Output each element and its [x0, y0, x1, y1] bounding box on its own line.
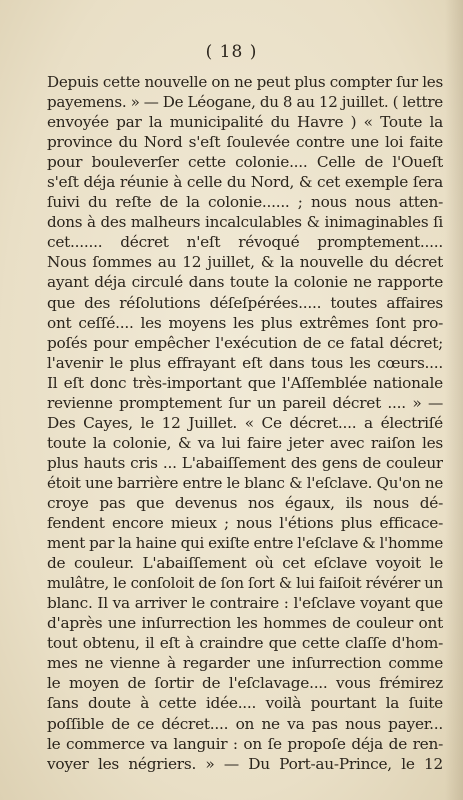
text-line: Il eſt donc très-important que l'Aſſemblée nationale — [47, 373, 443, 392]
text-line: Nous ſommes au 12 juillet, & la nouvelle du décret — [47, 253, 443, 272]
text-line: Des Cayes, le 12 Juillet. « Ce décret.... a électriſé — [47, 413, 443, 432]
text-line: ment par la haine qui exiſte entre l'eſclave & l'homme — [47, 534, 443, 553]
body-text — [47, 72, 443, 774]
text-line: s'eſt déja réunie à celle du Nord, & cet exemple ſera — [47, 173, 443, 192]
text-line: mes ne vienne à regarder une inſurrection comme — [47, 654, 443, 673]
text-line: ayant déja circulé dans toute la colonie ne rapporte — [47, 273, 443, 292]
text-line: le moyen de ſortir de l'eſclavage.... vous frémirez — [47, 674, 443, 693]
text-line: poſés pour empêcher l'exécution de ce fatal décret; — [47, 333, 443, 352]
page-number: ( 18 ) — [205, 42, 258, 62]
text-line: le commerce va languir : on ſe propoſe déja de ren- — [47, 734, 443, 753]
text-line: ont ceſſé.... les moyens les plus extrêmes ſont pro- — [47, 313, 443, 332]
text-line: dons à des malheurs incalculables & inimaginables ſi — [47, 213, 443, 232]
text-line: de couleur. L'abaiſſement où cet eſclave voyoit le — [47, 554, 443, 573]
page-edge-shadow — [445, 0, 463, 800]
text-line: revienne promptement ſur un pareil décret .... » — — [47, 393, 443, 412]
text-line: toute la colonie, & va lui faire jeter avec raiſon les — [47, 433, 443, 452]
text-line: province du Nord s'eſt ſoulevée contre une loi faite — [47, 133, 443, 152]
text-line: pour bouleverſer cette colonie.... Celle de l'Oueſt — [47, 153, 443, 172]
text-line: ſans doute à cette idée.... voilà pourtant la ſuite — [47, 694, 443, 713]
text-line: payemens. » — De Léogane, du 8 au 12 juillet. ( lettre — [47, 93, 443, 112]
text-line: plus hauts cris ... L'abaiſſement des gens de couleur — [47, 453, 443, 472]
text-line: que des réſolutions déſeſpérées..... toutes affaires — [47, 293, 443, 312]
text-line: blanc. Il va arriver le contraire : l'eſclave voyant que — [47, 594, 443, 613]
text-line: Depuis cette nouvelle on ne peut plus compter ſur les — [47, 73, 443, 91]
text-line: poſſible de ce décret.... on ne va pas nous payer... — [47, 714, 443, 733]
text-line: étoit une barrière entre le blanc & l'eſclave. Qu'on ne — [47, 473, 443, 492]
text-line: l'avenir le plus effrayant eſt dans tous les cœurs.... — [47, 353, 443, 372]
text-line: mulâtre, le conſoloit de ſon ſort & lui faiſoit révérer un — [47, 574, 443, 593]
text-line: cet....... décret n'eſt révoqué promptement..... — [47, 233, 443, 252]
text-line: d'après une inſurrection les hommes de couleur ont — [47, 614, 443, 633]
text-line: ſuivi du reſte de la colonie...... ; nous nous atten- — [47, 193, 443, 212]
text-line: voyer les négriers. » — Du Port-au-Prince, le 12 — [47, 754, 443, 773]
text-line: croye pas que devenus nos égaux, ils nous dé- — [47, 493, 443, 512]
text-line: fendent encore mieux ; nous l'étions plus efficace- — [47, 514, 443, 533]
text-line: envoyée par la municipalité du Havre ) « Toute la — [47, 113, 443, 132]
text-line: tout obtenu, il eſt à craindre que cette claſſe d'hom- — [47, 634, 443, 653]
